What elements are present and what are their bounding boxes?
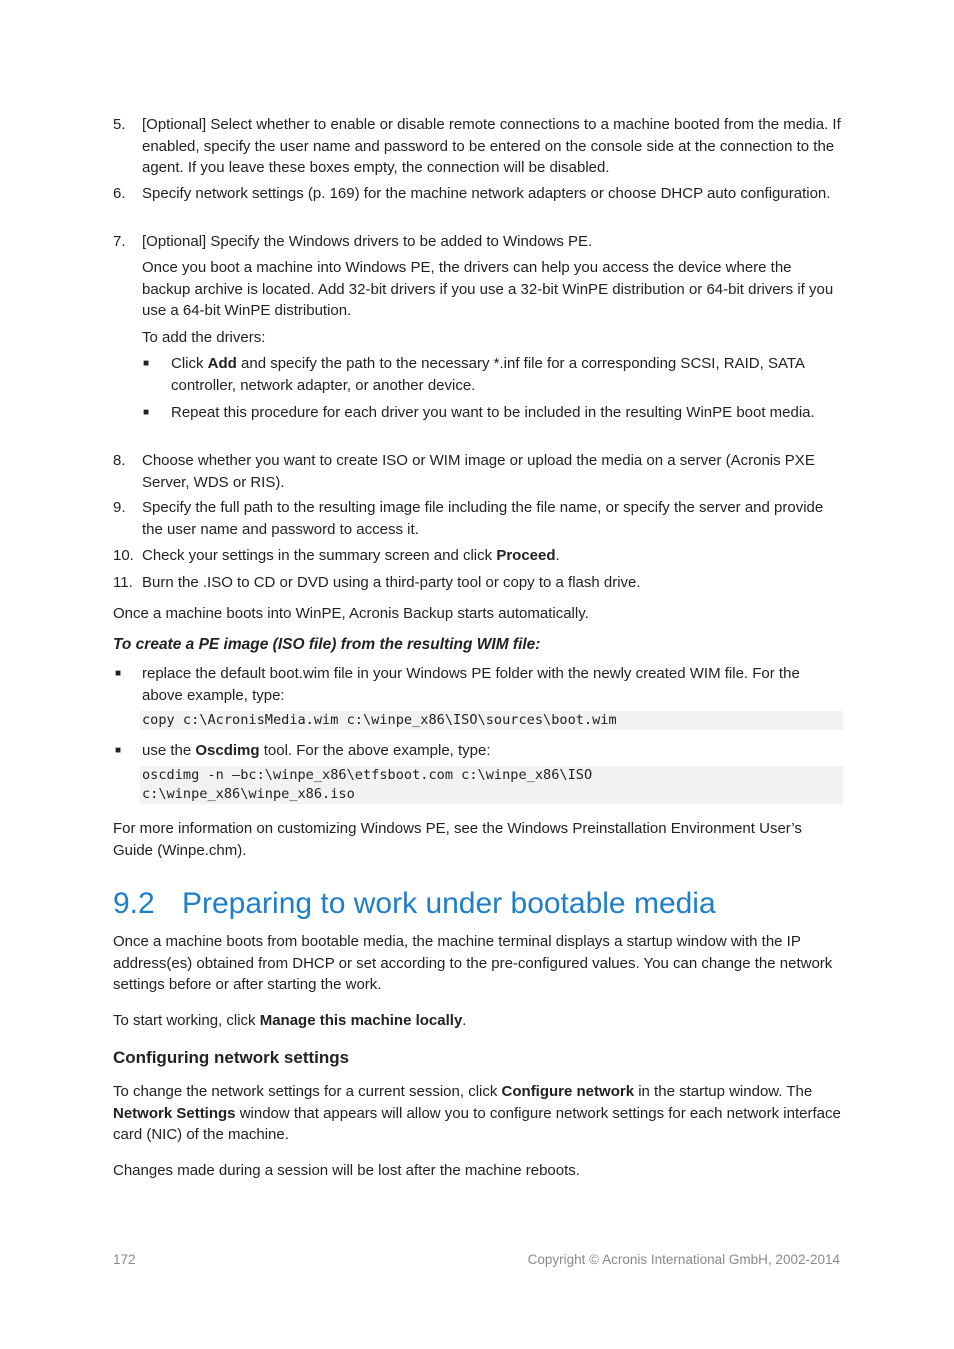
pe-bullet-text bbox=[142, 740, 842, 762]
changes-paragraph: Changes made during a session will be lost after the machine reboots. bbox=[113, 1162, 580, 1179]
step-text: [Optional] Select whether to enable or disable remote connections to a machine booted from the media. If enabled, specify the user name and password to be entered on the console side at the connection to the agent. If you leave these boxes empty, the connection will be disabled. bbox=[142, 116, 841, 177]
bullet-icon: ■ bbox=[143, 358, 150, 369]
text-run: . bbox=[555, 547, 560, 564]
section-number: 9.2 bbox=[113, 887, 155, 920]
step-number: 11. bbox=[113, 574, 133, 591]
bullet-icon: ■ bbox=[115, 668, 122, 679]
step7-to-add: To add the drivers: bbox=[142, 329, 266, 346]
copyright: Copyright © Acronis International GmbH, 2002-2014 bbox=[527, 1252, 840, 1267]
text-run: To start working, click bbox=[113, 1012, 260, 1029]
text-run: tool. For the above example, type: bbox=[259, 742, 491, 759]
step-number: 6. bbox=[113, 185, 126, 202]
text-run: window that appears will allow you to configure network settings for each network interface card (NIC) of the machine. bbox=[113, 1104, 841, 1144]
step-text: Specify the full path to the resulting image file including the file name, or specify the server and provide the user name and password to access it. bbox=[142, 499, 824, 538]
text-run: To change the network settings for a current session, click bbox=[113, 1083, 502, 1100]
code-block: copy c:\AcronisMedia.wim c:\winpe_x86\ISO\sources\boot.wim bbox=[140, 711, 843, 730]
bold-run: Proceed bbox=[496, 547, 556, 564]
bold-run: Manage this machine locally bbox=[259, 1012, 463, 1029]
step-text: Burn the .ISO to CD or DVD using a third-party tool or copy to a flash drive. bbox=[142, 574, 641, 591]
subsection-heading: Configuring network settings bbox=[113, 1048, 350, 1067]
pe-bullet-text: replace the default boot.wim file in your Windows PE folder with the newly created WIM file. For the above example, type: bbox=[142, 665, 800, 704]
section-paragraph: Once a machine boots from bootable media, the machine terminal displays a startup window with the IP address(es) obtained from DHCP or set according to the pre-configured values. You can change the network settings before or after starting the work. bbox=[113, 933, 833, 994]
bullet-icon: ■ bbox=[143, 407, 150, 418]
bold-run: Oscdimg bbox=[195, 742, 260, 759]
bold-run: Network Settings bbox=[113, 1104, 236, 1122]
bold-run: Add bbox=[207, 355, 237, 372]
driver-bullet-text bbox=[171, 353, 843, 396]
text-run: use the bbox=[142, 742, 196, 759]
code-block: oscdimg -n –bc:\winpe_x86\etfsboot.com c:\winpe_x86\ISO c:\winpe_x86\winpe_x86.iso bbox=[140, 766, 843, 804]
text-run: Click bbox=[171, 355, 208, 372]
step-text bbox=[142, 545, 842, 567]
page-number: 172 bbox=[113, 1252, 136, 1267]
text-run: . bbox=[462, 1012, 467, 1029]
step-text: Specify network settings (p. 169) for the machine network adapters or choose DHCP auto configuration. bbox=[142, 185, 831, 202]
section-title: Preparing to work under bootable media bbox=[182, 887, 716, 920]
bullet-icon: ■ bbox=[115, 745, 122, 756]
step-number: 8. bbox=[113, 452, 126, 469]
step-number: 9. bbox=[113, 499, 126, 516]
step-number: 7. bbox=[113, 233, 126, 250]
start-working-paragraph bbox=[113, 1010, 843, 1032]
step-text: [Optional] Specify the Windows drivers to be added to Windows PE. bbox=[142, 233, 593, 250]
step7-paragraph: Once you boot a machine into Windows PE, the drivers can help you access the device where the backup archive is located. Add 32-bit drivers if you use a 32-bit WinPE distribution or 64-bit drivers if you use a 64-bit WinPE distribution. bbox=[142, 259, 834, 320]
config-paragraph bbox=[113, 1081, 843, 1146]
text-run: and specify the path to the necessary *.inf file for a corresponding SCSI, RAID, SATA controller, network adapter, or another device. bbox=[171, 355, 805, 394]
after-steps-paragraph: Once a machine boots into WinPE, Acronis Backup starts automatically. bbox=[113, 605, 589, 622]
more-info-paragraph: For more information on customizing Windows PE, see the Windows Preinstallation Environment User’s Guide (Winpe.chm). bbox=[113, 820, 802, 859]
bold-run: Configure network bbox=[501, 1083, 635, 1100]
step-text: Choose whether you want to create ISO or WIM image or upload the media on a server (Acronis PXE Server, WDS or RIS). bbox=[142, 452, 815, 491]
section-heading bbox=[113, 882, 716, 926]
step-number: 5. bbox=[113, 116, 126, 133]
text-run: in the startup window. The bbox=[634, 1083, 813, 1100]
step-number: 10. bbox=[113, 547, 134, 564]
text-run: Check your settings in the summary screen and click bbox=[142, 547, 497, 564]
procedure-heading: To create a PE image (ISO file) from the resulting WIM file: bbox=[113, 636, 541, 653]
driver-bullet-text: Repeat this procedure for each driver you want to be included in the resulting WinPE boot media. bbox=[171, 404, 815, 421]
